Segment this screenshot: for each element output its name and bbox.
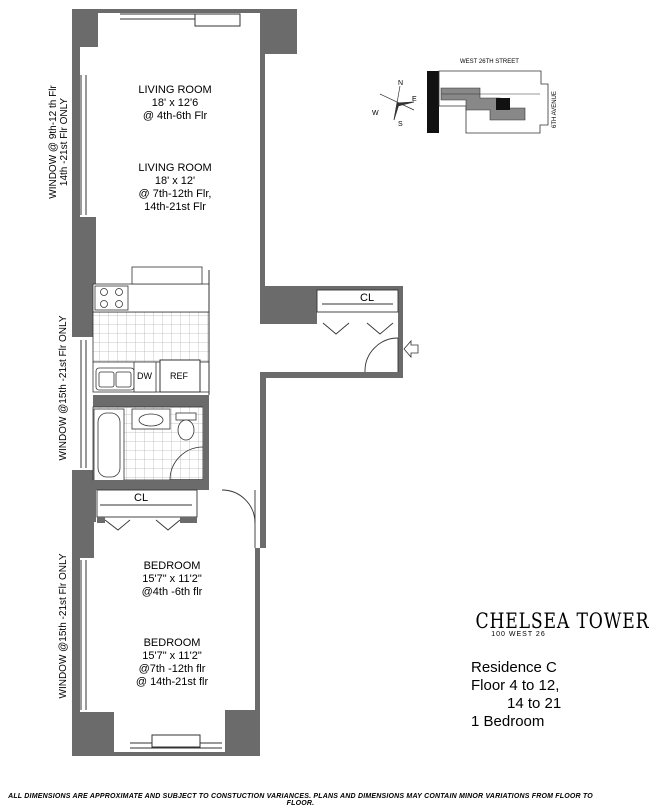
compass-icon [380, 86, 414, 120]
bathtub-icon [94, 409, 124, 481]
room-name: BEDROOM [143, 637, 201, 649]
brand-name: CHELSEA TOWER [475, 609, 649, 633]
street-label: WEST 26TH STREET [460, 59, 519, 65]
bedroom-closet [97, 490, 255, 548]
avenue-label: 6TH AVENUE [552, 91, 558, 128]
wall-right-upper [260, 54, 265, 286]
compass-s: S [398, 121, 403, 128]
window-label-kitchen: WINDOW @15th -21st Flr ONLY [58, 315, 69, 461]
room-floors: @7th -12th flr [138, 663, 206, 675]
wall-left-upper [72, 47, 80, 217]
bedroom-label-a [117, 560, 227, 599]
bedroom-label-b [117, 637, 227, 689]
room-size: 15'7" x 11'2" [142, 573, 202, 585]
wall-entry-top [317, 286, 403, 290]
residence-floors-2: 14 to 21 [507, 695, 562, 712]
wall-corner-bottom-left [72, 712, 114, 756]
room-floors: @4th -6th flr [141, 586, 203, 598]
room-floors: @ 4th-6th Flr [142, 110, 208, 122]
wall-left-mid [72, 287, 94, 337]
compass-e: E [412, 96, 417, 103]
wall-corner-top-left [72, 9, 98, 47]
vanity-sink-icon [132, 409, 170, 429]
residence-info [471, 659, 561, 731]
room-size: 18' x 12' [154, 175, 196, 187]
wall-entry-right [398, 286, 403, 378]
room-name: LIVING ROOM [138, 84, 212, 96]
wall-left-pier-2 [72, 470, 96, 522]
bath-wall-top [93, 395, 209, 407]
room-floors: @ 14th-21st flr [135, 676, 209, 688]
bathroom [93, 395, 209, 490]
compass-w: W [372, 110, 379, 117]
kitchen-counter-top [93, 284, 209, 312]
bedroom-closet-label: CL [134, 492, 149, 504]
brand-logo [466, 609, 649, 638]
refrigerator-label: REF [170, 371, 188, 381]
living-room-label-a [120, 84, 230, 123]
residence-bedrooms: 1 Bedroom [471, 713, 545, 730]
wall-right-lower [260, 378, 266, 548]
room-floors: @ 7th-12th Flr, [138, 188, 212, 200]
wall-bottom [114, 752, 225, 756]
key-plan [427, 71, 548, 133]
wall-corner-top-right [260, 9, 297, 54]
room-floors: 14th-21st Flr [144, 201, 206, 213]
wall-corner-bottom-right [225, 710, 260, 756]
residence-name: Residence C [471, 659, 557, 676]
living-room-label-b [120, 162, 230, 214]
brand-address: 100 WEST 26 [491, 631, 546, 638]
wall-left-lower [72, 522, 94, 558]
dishwasher-label: DW [137, 371, 152, 381]
compass-n: N [398, 80, 404, 87]
entry-arrow-icon [404, 341, 418, 357]
wall-entry-bottom [260, 372, 403, 378]
disclaimer: ALL DIMENSIONS ARE APPROXIMATE AND SUBJECT TO CONSTUCTION VARIANCES. PLANS AND DIMENSIONS MAY CONTAIN MINOR VARIATIONS FROM FLOOR TO FLOOR. [8, 793, 593, 807]
wall-left-pier-1 [72, 217, 96, 287]
wall-top [98, 9, 260, 13]
kitchen-floor-tiles [93, 312, 209, 362]
room-name: BEDROOM [143, 560, 201, 572]
key-plan-unit-highlight [496, 98, 510, 110]
entry-closet [317, 290, 398, 372]
room-name: LIVING ROOM [138, 162, 212, 174]
entry-closet-label: CL [360, 292, 375, 304]
wall-entry-block [260, 286, 317, 324]
wall-left-bottom [72, 558, 80, 738]
range-hood [132, 267, 202, 284]
window-label-living: WINDOW @ 9th-12 th Flr 14th -21st Flr ONLY [48, 85, 70, 199]
wall-right-bottom [255, 548, 260, 710]
room-size: 15'7" x 11'2" [142, 650, 202, 662]
window-label-bedroom: WINDOW @15th -21st Flr ONLY [58, 553, 69, 699]
residence-floors: Floor 4 to 12, [471, 677, 560, 694]
room-size: 18' x 12'6 [151, 97, 199, 109]
